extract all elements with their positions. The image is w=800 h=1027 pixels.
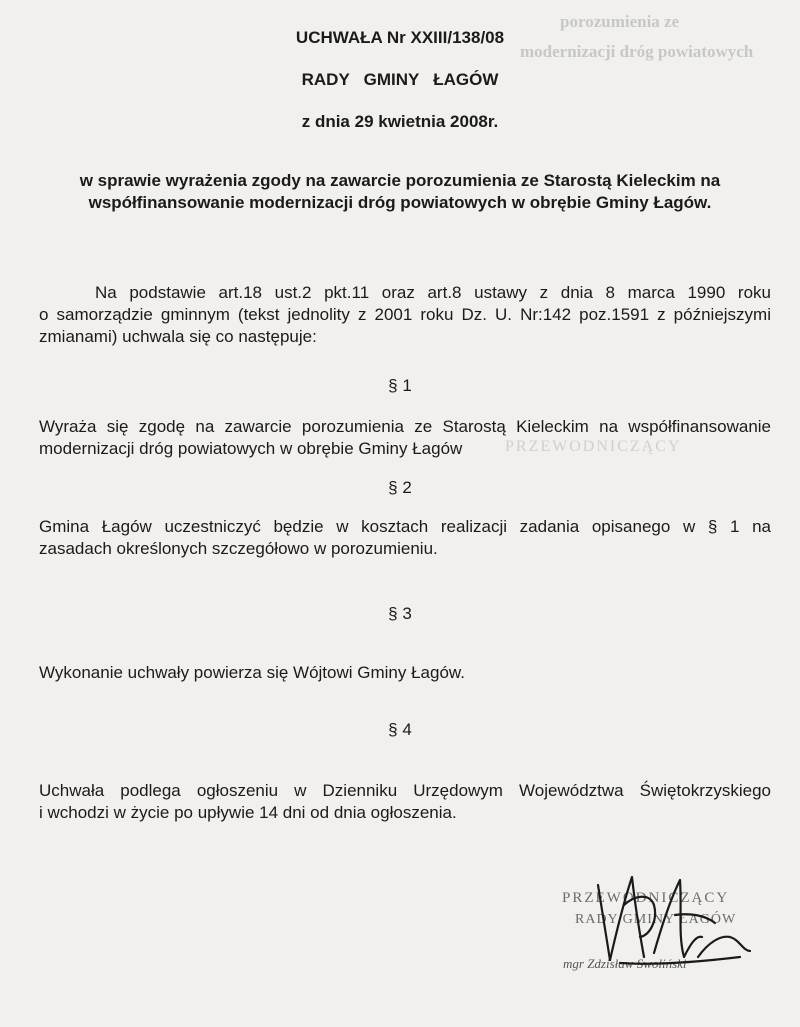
section-2-text [39,516,771,560]
section-3-text [39,662,771,684]
resolution-number: UCHWAŁA Nr XXIII/138/08 [295,28,505,47]
section-line: i wchodzi w życie po upływie 14 dni od dnia ogłoszenia. [39,803,457,822]
bleed-through-text: PRZEWODNICZĄCY [505,438,682,455]
signer-name: mgr Zdzisław Swoliński [563,956,687,971]
section-line: Wykonanie uchwały powierza się Wójtowi Gminy Łagów. [39,663,465,682]
bleed-through-text: modernizacji dróg powiatowych [520,42,754,61]
subject-line: w sprawie wyrażenia zgody na zawarcie porozumienia ze Starostą Kieleckim na [79,171,721,190]
section-line: Gmina Łagów uczestniczyć będzie w kosztach realizacji zadania opisanego w § 1 na [39,517,771,536]
section-line: modernizacji dróg powiatowych w obrębie Gminy Łagów [39,439,463,458]
preamble-line: o samorządzie gminnym (tekst jednolity z 2001 roku Dz. U. Nr:142 poz.1591 z późniejszymi [39,305,771,324]
resolution-subject [0,170,800,214]
section-line: Uchwała podlega ogłoszeniu w Dzienniku Urzędowym Województwa Świętokrzyskiego [39,781,771,800]
subject-line: współfinansowanie modernizacji dróg powiatowych w obrębie Gminy Łagów. [88,193,712,212]
preamble-line: Na podstawie art.18 ust.2 pkt.11 oraz art.8 ustawy z dnia 8 marca 1990 roku [95,283,771,302]
bleed-through-text: porozumienia ze [560,12,680,31]
resolution-date: z dnia 29 kwietnia 2008r. [301,112,499,131]
section-line: zasadach określonych szczegółowo w porozumieniu. [39,539,438,558]
section-1-text [39,416,771,460]
section-3-heading: § 3 [388,604,412,623]
handwritten-signature [580,865,770,975]
section-2-heading: § 2 [388,478,412,497]
section-1-heading: § 1 [388,376,412,395]
preamble-line: zmianami) uchwala się co następuje: [39,327,317,346]
stamp-council: RADY GMINY ŁAGÓW [575,912,737,927]
stamp-title: PRZEWODNICZĄCY [562,890,730,906]
preamble-paragraph [39,282,771,348]
section-4-text [39,780,771,824]
council-name: RADY GMINY ŁAGÓW [301,70,499,89]
section-line: Wyraża się zgodę na zawarcie porozumienia ze Starostą Kieleckim na współfinansowanie [39,417,771,436]
section-4-heading: § 4 [388,720,412,739]
